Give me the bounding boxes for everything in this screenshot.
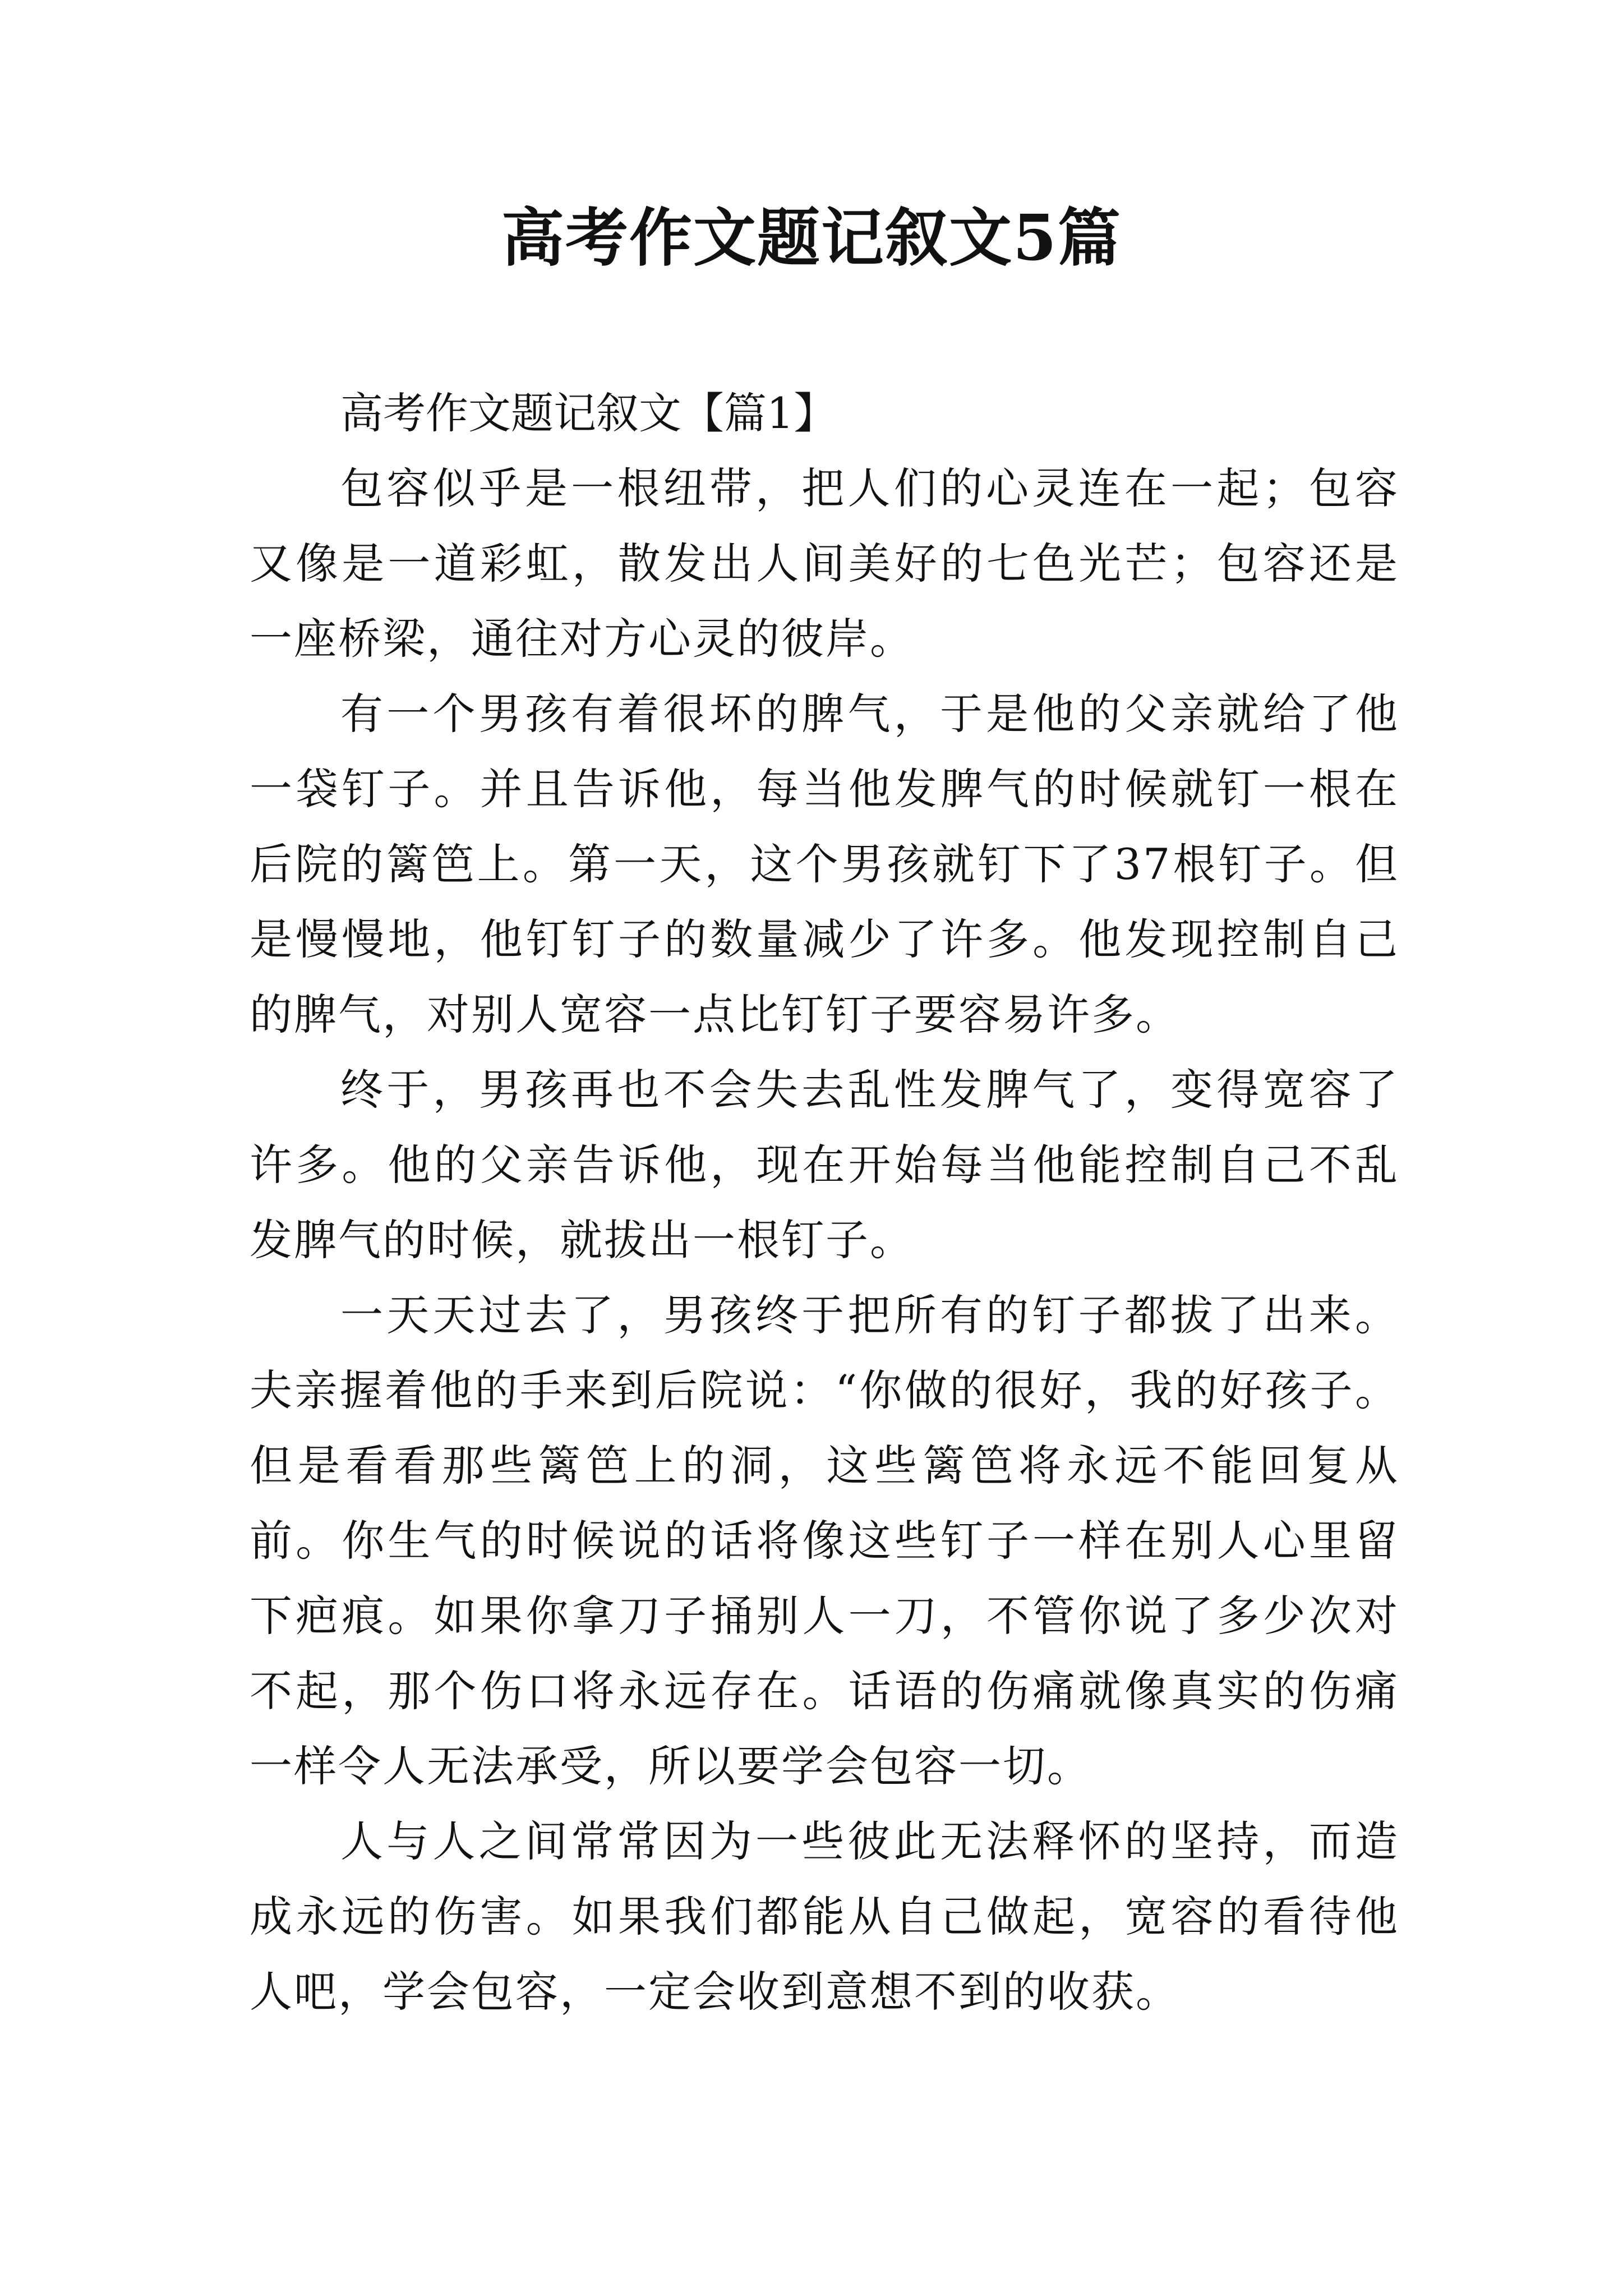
paragraph-4: 一天天过去了，男孩终于把所有的钉子都拔了出来。夫亲握着他的手来到后院说：“你做的很好，我的好孩子。但是看看那些篱笆上的洞，这些篱笆将永远不能回复从前。你生气的时候说的话将像这些钉子一样在别人心里留下疤痕。如果你拿刀子捅别人一刀，不管你说了多少次对不起，那个伤口将永远存在。话语的伤痛就像真实的伤痛一样令人无法承受，所以要学会包容一切。 (250, 1290, 1399, 1791)
paragraph-5: 人与人之间常常因为一些彼此无法释怀的坚持，而造成永远的伤害。如果我们都能从自己做起，宽容的看待他人吧，学会包容，一定会收到意想不到的收获。 (250, 1816, 1399, 2017)
document-title: 高考作文题记叙文5篇 (501, 201, 1122, 275)
paragraph-3: 终于，男孩再也不会失去乱性发脾气了，变得宽容了许多。他的父亲告诉他，现在开始每当他能控制自己不乱发脾气的时候，就拔出一根钉子。 (250, 1065, 1399, 1265)
document-body (250, 376, 1399, 2030)
section-heading: 高考作文题记叙文【篇1】 (340, 388, 837, 438)
paragraph-1: 包容似乎是一根纽带，把人们的心灵连在一起；包容又像是一道彩虹，散发出人间美好的七色光芒；包容还是一座桥梁，通往对方心灵的彼岸。 (250, 463, 1399, 664)
paragraph-2: 有一个男孩有着很坏的脾气，于是他的父亲就给了他一袋钉子。并且告诉他，每当他发脾气的时候就钉一根在后院的篱笆上。第一天，这个男孩就钉下了37根钉子。但是慢慢地，他钉钉子的数量减少了许多。他发现控制自己的脾气，对别人宽容一点比钉钉子要容易许多。 (250, 689, 1399, 1039)
